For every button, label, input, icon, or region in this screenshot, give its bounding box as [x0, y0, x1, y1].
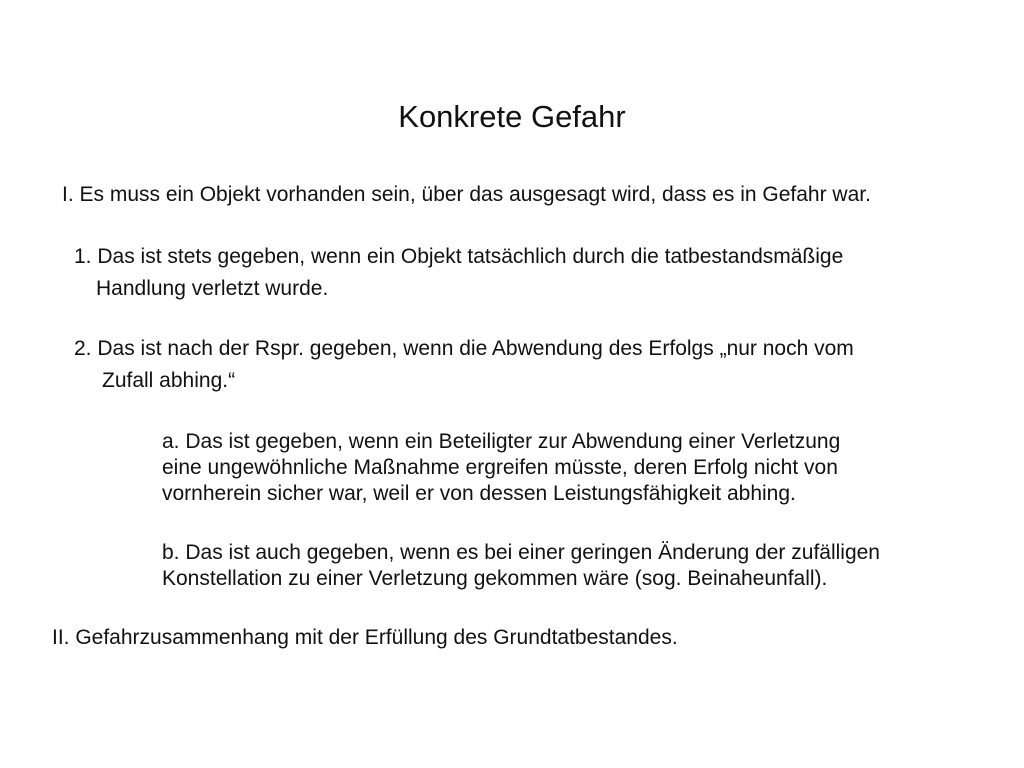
point-b-line-1: b. Das ist auch gegeben, wenn es bei einer geringen Änderung der zufälligen [162, 541, 880, 564]
point-II: II. Gefahrzusammenhang mit der Erfüllung des Grundtatbestandes. [52, 626, 678, 649]
point-a-line-3: vornherein sicher war, weil er von dessen Leistungsfähigkeit abhing. [162, 482, 796, 505]
point-a-line-2: eine ungewöhnliche Maßnahme ergreifen müsste, deren Erfolg nicht von [162, 456, 838, 479]
point-2-line-2: Zufall abhing.“ [102, 369, 236, 392]
point-I: I. Es muss ein Objekt vorhanden sein, über das ausgesagt wird, dass es in Gefahr war. [62, 183, 871, 206]
point-a-line-1: a. Das ist gegeben, wenn ein Beteiligter zur Abwendung einer Verletzung [162, 430, 841, 453]
point-b-line-2: Konstellation zu einer Verletzung gekommen wäre (sog. Beinaheunfall). [162, 567, 828, 590]
slide-title: Konkrete Gefahr [398, 98, 626, 134]
point-1-line-1: 1. Das ist stets gegeben, wenn ein Objekt tatsächlich durch die tatbestandsmäßige [74, 245, 844, 268]
point-2-line-1: 2. Das ist nach der Rspr. gegeben, wenn die Abwendung des Erfolgs „nur noch vom [74, 337, 854, 360]
point-1-line-2: Handlung verletzt wurde. [96, 277, 329, 300]
